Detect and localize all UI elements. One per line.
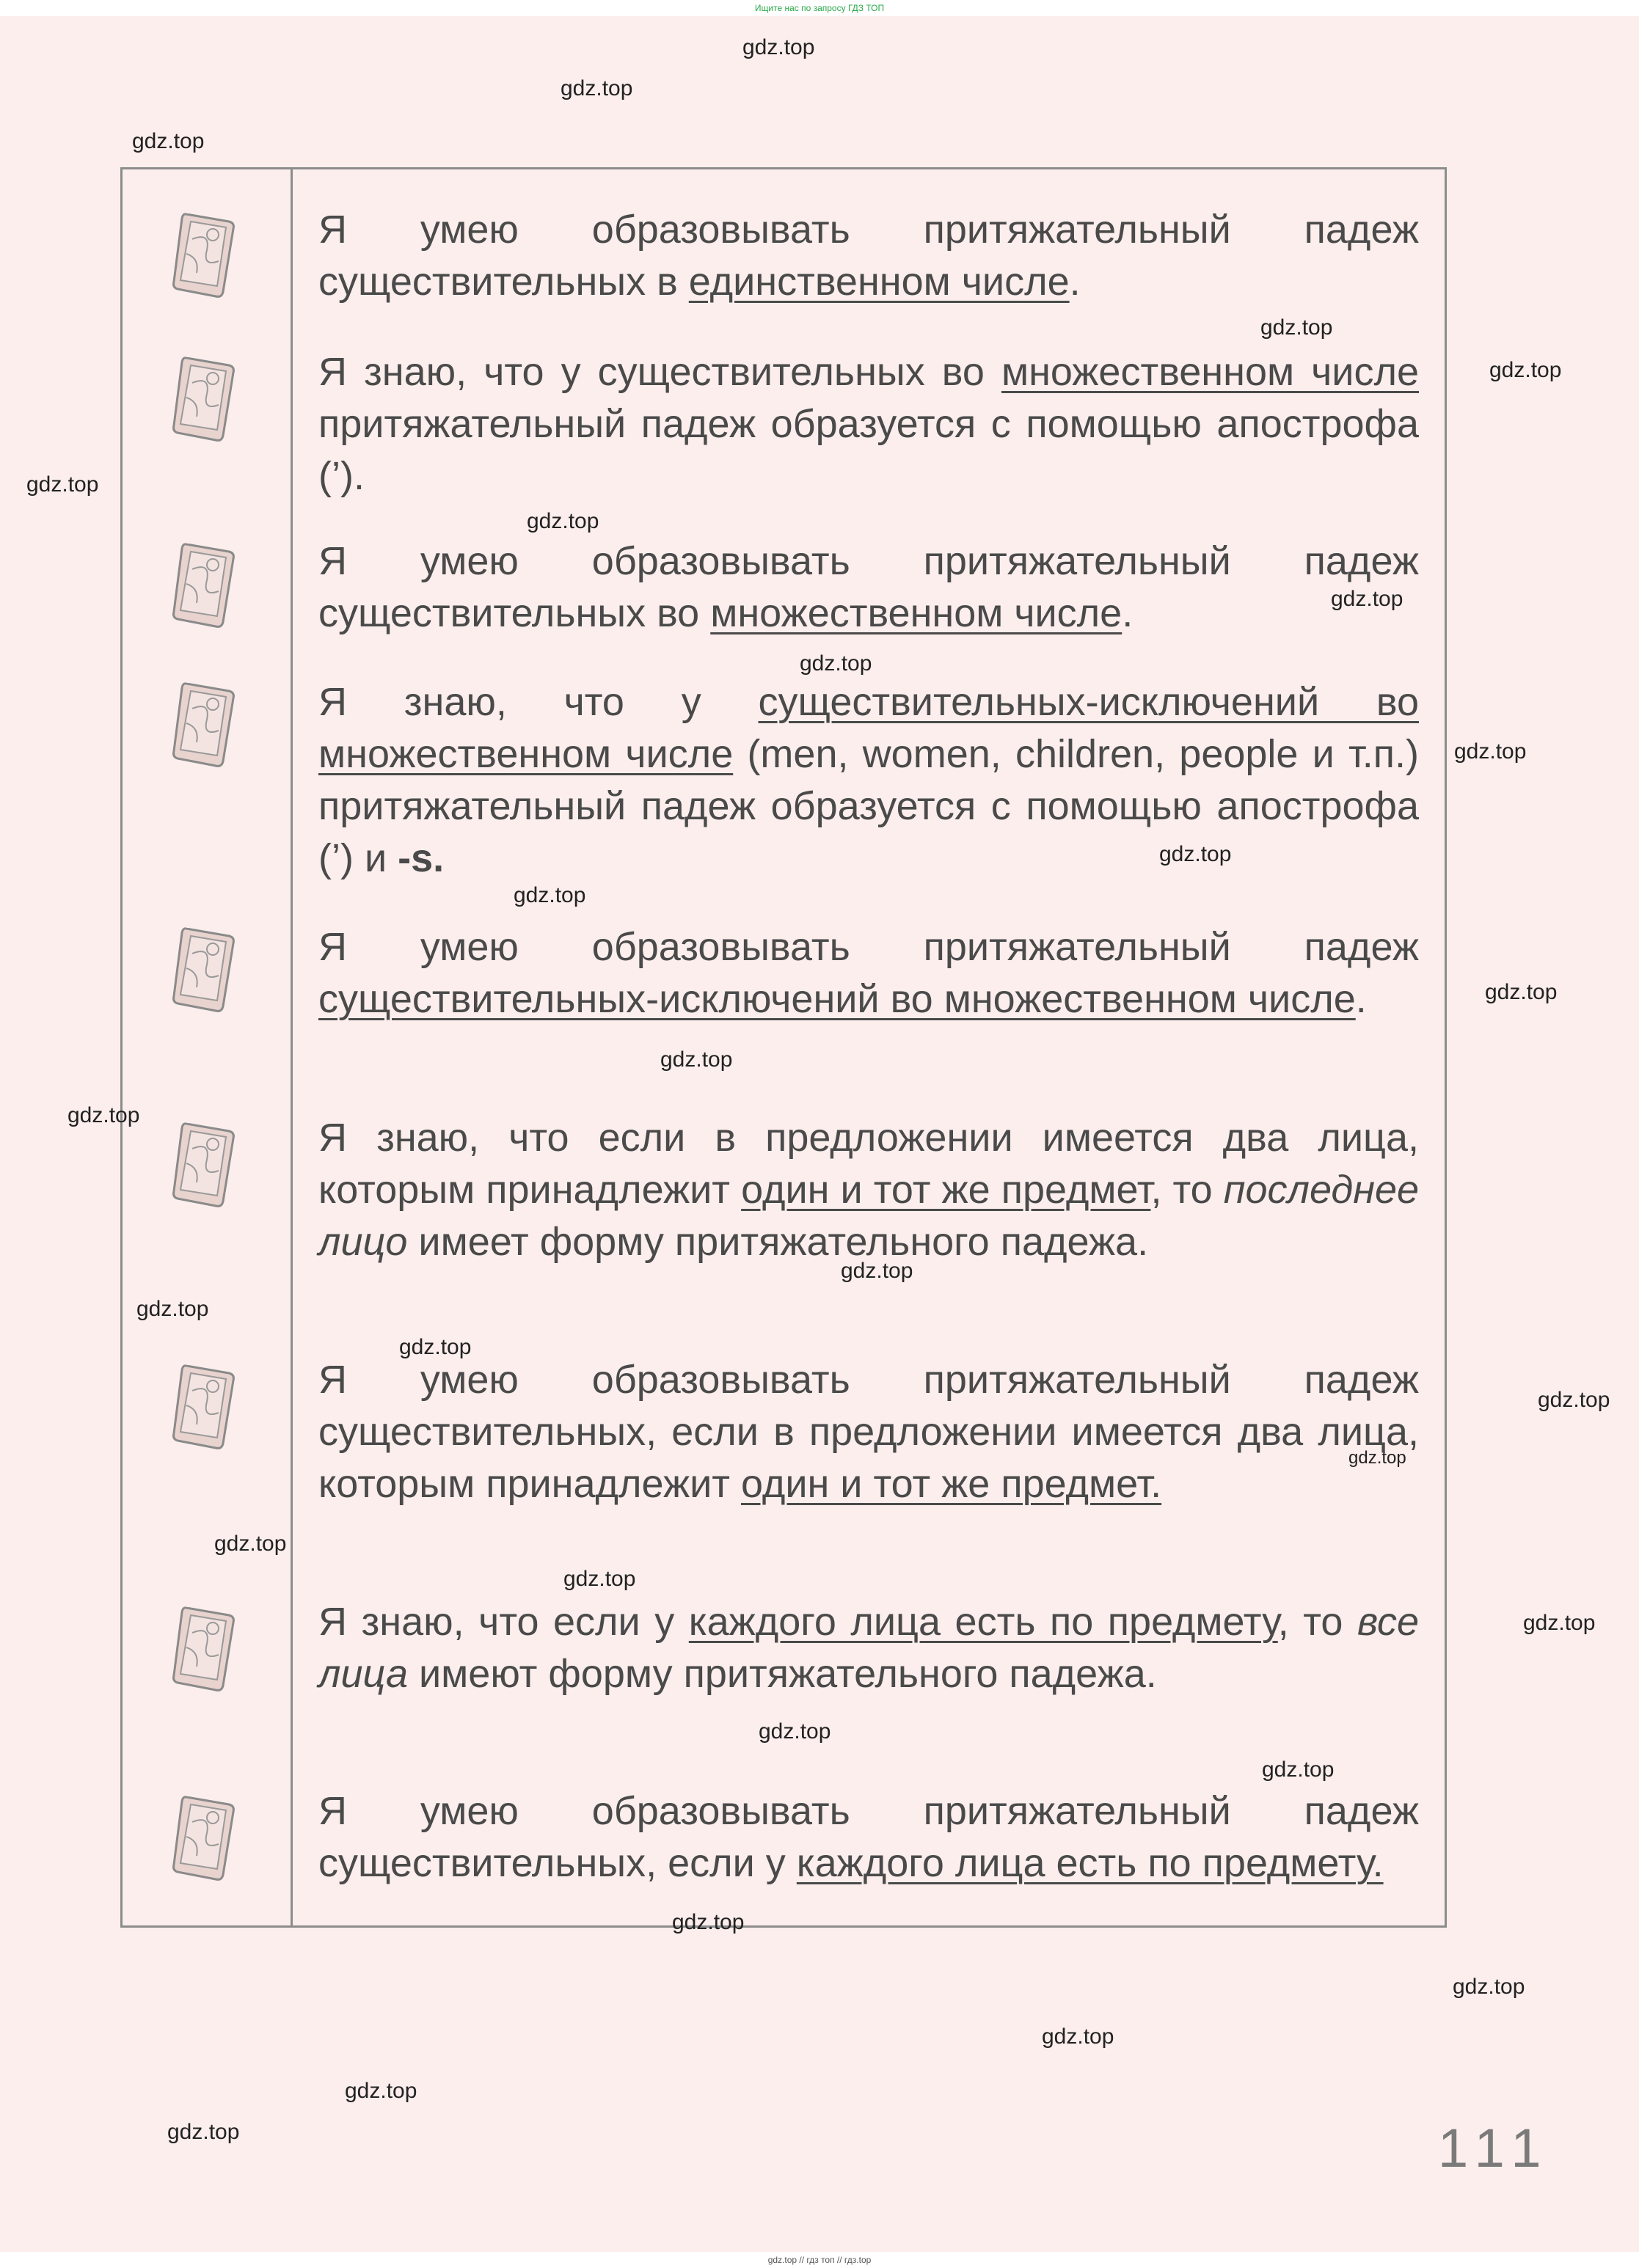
item-text: имеет форму притяжательного падежа.	[407, 1220, 1149, 1264]
underlined-term: один и тот же предмет	[741, 1168, 1151, 1212]
smartphone-doodle-icon	[170, 924, 241, 1015]
item-text: Я знаю, что если у	[318, 1600, 689, 1644]
watermark: gdz.top	[841, 1259, 913, 1283]
item-text: (men, women, children, people и т.п.) притяжательный падеж образуется с помощью апострофа (’) и	[318, 732, 1420, 880]
item-text: Я знаю, что у	[318, 680, 759, 724]
checklist-item	[318, 921, 1419, 1025]
watermark: gdz.top	[563, 1567, 636, 1591]
watermark: gdz.top	[514, 883, 586, 907]
underlined-term: существительных-исключений во множественном числе	[318, 977, 1356, 1021]
smartphone-doodle-icon	[170, 1603, 241, 1694]
watermark: gdz.top	[1348, 1448, 1406, 1468]
watermark: gdz.top	[1454, 739, 1527, 764]
watermark: gdz.top	[26, 472, 99, 497]
item-text: Я знаю, что у существительных во	[318, 350, 1001, 394]
bottom-footer: gdz.top // гдз топ // гдз.top	[767, 2255, 872, 2265]
watermark: gdz.top	[136, 1297, 209, 1321]
underlined-term: единственном числе	[688, 260, 1070, 304]
page-number: 111	[1438, 2118, 1552, 2179]
item-text: Я умею образовывать притяжательный падеж существительных, если у	[318, 1789, 1419, 1885]
watermark: gdz.top	[214, 1532, 287, 1556]
watermark: gdz.top	[1331, 587, 1403, 611]
watermark: gdz.top	[1523, 1611, 1596, 1635]
watermark: gdz.top	[561, 76, 633, 100]
item-text: .	[1122, 591, 1134, 635]
checklist-item	[318, 346, 1419, 502]
item-text: имеют форму притяжательного падежа.	[408, 1652, 1157, 1696]
watermark: gdz.top	[67, 1103, 140, 1127]
checklist-item	[318, 1596, 1419, 1700]
smartphone-doodle-icon	[170, 1119, 241, 1210]
watermark: gdz.top	[759, 1719, 831, 1744]
watermark: gdz.top	[672, 1910, 745, 1934]
watermark: gdz.top	[345, 2079, 417, 2103]
smartphone-doodle-icon	[170, 354, 241, 445]
top-banner: Ищите нас по запросу ГДЗ ТОП	[754, 3, 885, 13]
item-text: Я умею образовывать притяжательный падеж существительных, если в предложении имеется два лица, которым принадлежит	[318, 1358, 1419, 1506]
item-text: Я умею образовывать притяжательный падеж существительных в	[318, 208, 1419, 304]
column-divider	[291, 167, 293, 1928]
checklist-item	[318, 1354, 1419, 1510]
watermark: gdz.top	[1262, 1757, 1335, 1782]
item-text: , то	[1150, 1168, 1224, 1212]
watermark: gdz.top	[1260, 315, 1333, 340]
underlined-term: каждого лица есть по предмету.	[796, 1841, 1384, 1885]
watermark: gdz.top	[399, 1335, 472, 1359]
underlined-term: существительных-исключений во множественном числе	[318, 680, 1419, 776]
smartphone-doodle-icon	[170, 1361, 241, 1452]
watermark: gdz.top	[660, 1047, 733, 1072]
item-text: притяжательный падеж образуется с помощью апострофа (’).	[318, 402, 1419, 498]
checklist-item	[318, 204, 1419, 308]
item-text: .	[1355, 977, 1367, 1021]
item-text: , то	[1277, 1600, 1357, 1644]
item-text: .	[1069, 260, 1081, 304]
bold-term: -s.	[398, 836, 445, 880]
watermark: gdz.top	[1538, 1388, 1610, 1412]
checklist-item	[318, 535, 1419, 640]
watermark: gdz.top	[800, 651, 872, 676]
item-text: Я знаю, что если в предложении имеется два лица, которым принадлежит	[318, 1116, 1419, 1212]
underlined-term: один и тот же предмет.	[740, 1462, 1162, 1506]
item-text: Я умею образовывать притяжательный падеж существительных во	[318, 539, 1419, 635]
watermark: gdz.top	[1453, 1975, 1525, 1999]
italic-term: последнее лицо	[318, 1168, 1420, 1264]
item-text: Я умею образовывать притяжательный падеж	[318, 925, 1419, 969]
underlined-term: каждого лица есть по предмету	[688, 1600, 1278, 1644]
underlined-term: множественном числе	[710, 591, 1123, 635]
watermark: gdz.top	[527, 509, 599, 533]
watermark: gdz.top	[1042, 2024, 1114, 2049]
watermark: gdz.top	[1159, 842, 1232, 866]
smartphone-doodle-icon	[170, 1793, 241, 1884]
watermark: gdz.top	[1485, 980, 1558, 1004]
smartphone-doodle-icon	[170, 540, 241, 631]
underlined-term: множественном числе	[1001, 350, 1420, 394]
checklist-item	[318, 1112, 1419, 1268]
watermark: gdz.top	[1489, 358, 1562, 382]
italic-term: все лица	[318, 1600, 1420, 1696]
watermark: gdz.top	[132, 129, 205, 153]
checklist-item	[318, 1785, 1419, 1890]
watermark: gdz.top	[742, 35, 815, 59]
watermark: gdz.top	[167, 2120, 240, 2144]
smartphone-doodle-icon	[170, 210, 241, 301]
smartphone-doodle-icon	[170, 679, 241, 770]
checklist-item	[318, 676, 1419, 885]
